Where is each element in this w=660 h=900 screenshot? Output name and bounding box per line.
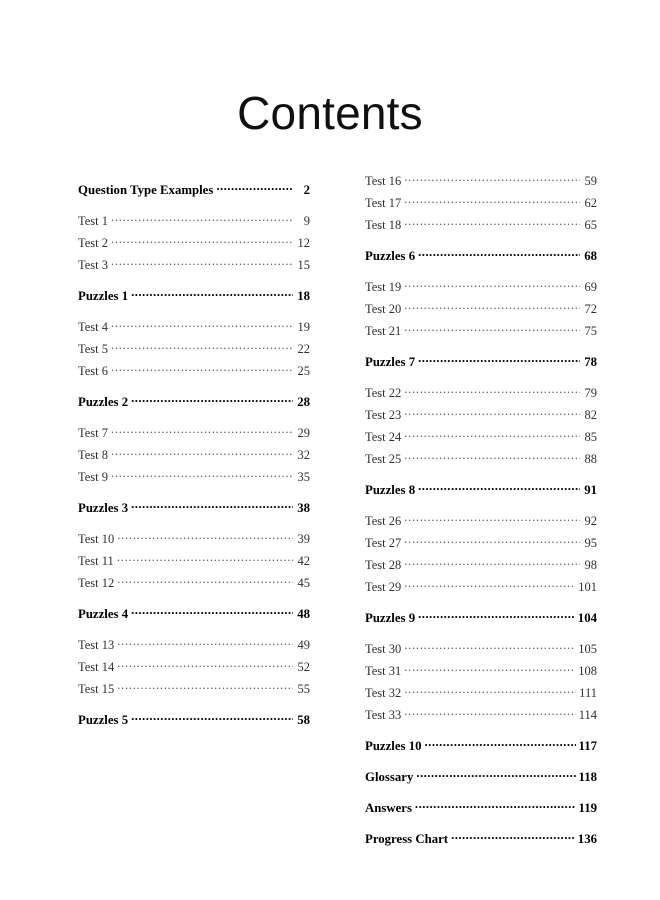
toc-dot-leader xyxy=(404,578,575,591)
toc-dot-leader xyxy=(131,711,293,724)
toc-entry-page-number: 9 xyxy=(303,213,310,228)
toc-entry-label: Test 21 xyxy=(365,323,402,338)
toc-entry-page-number: 22 xyxy=(297,341,310,356)
toc-entry-label: Test 25 xyxy=(365,451,402,466)
toc-entry[interactable] xyxy=(365,322,597,344)
toc-entry[interactable] xyxy=(365,406,597,428)
toc-entry-page-number: 98 xyxy=(584,557,597,572)
toc-entry[interactable] xyxy=(78,499,310,521)
toc-dot-leader xyxy=(131,393,293,406)
toc-entry-page-number: 85 xyxy=(584,429,597,444)
toc-entry-label: Test 13 xyxy=(78,637,115,652)
toc-entry[interactable] xyxy=(365,768,597,790)
toc-dot-leader xyxy=(418,353,580,366)
toc-entry-label: Test 30 xyxy=(365,641,402,656)
toc-dot-leader xyxy=(117,552,293,565)
toc-dot-leader xyxy=(131,287,293,300)
toc-entry-label: Test 22 xyxy=(365,385,402,400)
toc-entry-label: Test 33 xyxy=(365,707,402,722)
toc-dot-leader xyxy=(404,450,580,463)
toc-dot-leader xyxy=(404,706,575,719)
toc-entry[interactable] xyxy=(78,605,310,627)
toc-dot-leader xyxy=(111,318,293,331)
toc-dot-leader xyxy=(117,680,293,693)
toc-entry-page-number: 2 xyxy=(303,182,310,197)
toc-entry[interactable] xyxy=(365,247,597,269)
toc-entry-label: Test 15 xyxy=(78,681,115,696)
toc-entry-label: Puzzles 6 xyxy=(365,248,416,263)
toc-dot-leader xyxy=(404,216,580,229)
toc-entry[interactable] xyxy=(365,556,597,578)
toc-entry-label: Test 11 xyxy=(78,553,114,568)
toc-entry[interactable] xyxy=(365,684,597,706)
toc-entry[interactable] xyxy=(78,711,310,733)
toc-entry-page-number: 88 xyxy=(584,451,597,466)
page-title: Contents xyxy=(237,87,423,139)
toc-entry[interactable] xyxy=(365,578,597,600)
toc-dot-leader xyxy=(404,300,580,313)
toc-entry-label: Test 7 xyxy=(78,425,109,440)
toc-entry-page-number: 39 xyxy=(297,531,310,546)
toc-entry-page-number: 65 xyxy=(584,217,597,232)
toc-dot-leader xyxy=(111,468,293,481)
toc-entry-label: Test 23 xyxy=(365,407,402,422)
toc-entry-label: Answers xyxy=(365,800,412,815)
toc-entry-label: Test 3 xyxy=(78,257,109,272)
toc-entry-label: Test 9 xyxy=(78,469,109,484)
toc-dot-leader xyxy=(404,556,580,569)
toc-entry[interactable] xyxy=(365,300,597,322)
toc-entry[interactable] xyxy=(365,662,597,684)
toc-entry-page-number: 32 xyxy=(297,447,310,462)
toc-entry-label: Test 24 xyxy=(365,429,402,444)
toc-entry[interactable] xyxy=(365,609,597,631)
toc-entry-page-number: 29 xyxy=(297,425,310,440)
toc-entry-label: Test 2 xyxy=(78,235,109,250)
toc-entry-label: Puzzles 2 xyxy=(78,394,129,409)
toc-entry[interactable] xyxy=(365,534,597,556)
toc-entry-label: Test 10 xyxy=(78,531,115,546)
toc-dot-leader xyxy=(111,340,293,353)
toc-entry[interactable] xyxy=(78,362,310,384)
toc-entry[interactable] xyxy=(365,640,597,662)
toc-entry[interactable] xyxy=(78,318,310,340)
toc-dot-leader xyxy=(415,799,576,812)
toc-entry-label: Test 1 xyxy=(78,213,109,228)
toc-entry-page-number: 48 xyxy=(297,606,310,621)
toc-entry-page-number: 15 xyxy=(297,257,310,272)
toc-dot-leader xyxy=(404,512,580,525)
toc-entry[interactable] xyxy=(78,424,310,446)
toc-dot-leader xyxy=(418,481,580,494)
toc-entry-page-number: 38 xyxy=(297,500,310,515)
toc-entry-label: Puzzles 9 xyxy=(365,610,416,625)
toc-entry[interactable] xyxy=(365,172,597,194)
toc-dot-leader xyxy=(216,181,293,194)
toc-entry-label: Test 27 xyxy=(365,535,402,550)
toc-dot-leader xyxy=(111,212,293,225)
toc-dot-leader xyxy=(404,406,580,419)
toc-entry-label: Puzzles 1 xyxy=(78,288,129,303)
toc-entry-label: Test 19 xyxy=(365,279,402,294)
toc-entry-page-number: 55 xyxy=(297,681,310,696)
toc-entry-page-number: 12 xyxy=(297,235,310,250)
toc-entry-label: Test 31 xyxy=(365,663,402,678)
toc-dot-leader xyxy=(404,172,580,185)
toc-entry[interactable] xyxy=(365,450,597,472)
toc-entry[interactable] xyxy=(365,706,597,728)
toc-entry-page-number: 72 xyxy=(584,301,597,316)
toc-dot-leader xyxy=(117,658,293,671)
toc-dot-leader xyxy=(404,534,580,547)
toc-entry[interactable] xyxy=(78,530,310,552)
toc-dot-leader xyxy=(404,322,580,335)
toc-entry[interactable] xyxy=(365,278,597,300)
toc-entry-page-number: 92 xyxy=(584,513,597,528)
toc-dot-leader xyxy=(131,499,293,512)
toc-entry[interactable] xyxy=(365,481,597,503)
toc-entry-page-number: 91 xyxy=(584,482,597,497)
toc-entry[interactable] xyxy=(78,256,310,278)
toc-entry-label: Test 16 xyxy=(365,173,402,188)
toc-entry-page-number: 79 xyxy=(584,385,597,400)
toc-entry-label: Test 4 xyxy=(78,319,109,334)
toc-entry-page-number: 69 xyxy=(584,279,597,294)
toc-dot-leader xyxy=(111,446,293,459)
toc-entry-page-number: 136 xyxy=(577,831,597,846)
toc-entry-page-number: 35 xyxy=(297,469,310,484)
toc-dot-leader xyxy=(416,768,575,781)
toc-entry-page-number: 119 xyxy=(578,800,597,815)
toc-entry-label: Test 8 xyxy=(78,447,109,462)
toc-entry-label: Test 28 xyxy=(365,557,402,572)
toc-dot-leader xyxy=(117,530,293,543)
toc-dot-leader xyxy=(418,247,580,260)
toc-entry-page-number: 52 xyxy=(297,659,310,674)
toc-entry[interactable] xyxy=(365,353,597,375)
toc-entry[interactable] xyxy=(78,234,310,256)
toc-entry-label: Test 12 xyxy=(78,575,115,590)
toc-entry[interactable] xyxy=(78,181,310,203)
toc-entry-label: Glossary xyxy=(365,769,414,784)
toc-dot-leader xyxy=(117,574,293,587)
toc-dot-leader xyxy=(425,737,576,750)
toc-entry-page-number: 117 xyxy=(578,738,597,753)
toc-entry-label: Progress Chart xyxy=(365,831,449,846)
toc-dot-leader xyxy=(404,640,575,653)
toc-dot-leader xyxy=(404,384,580,397)
toc-entry[interactable] xyxy=(365,512,597,534)
toc-entry-label: Puzzles 7 xyxy=(365,354,416,369)
toc-dot-leader xyxy=(111,424,293,437)
toc-entry-page-number: 25 xyxy=(297,363,310,378)
toc-entry-label: Puzzles 10 xyxy=(365,738,422,753)
toc-entry-label: Test 14 xyxy=(78,659,115,674)
toc-entry[interactable] xyxy=(78,340,310,362)
toc-entry[interactable] xyxy=(365,799,597,821)
toc-entry-label: Test 26 xyxy=(365,513,402,528)
toc-entry[interactable] xyxy=(78,212,310,234)
toc-entry-label: Test 18 xyxy=(365,217,402,232)
toc-dot-leader xyxy=(404,428,580,441)
toc-entry[interactable] xyxy=(78,393,310,415)
toc-entry-page-number: 101 xyxy=(578,579,597,594)
toc-column-right xyxy=(365,172,597,852)
toc-entry[interactable] xyxy=(78,287,310,309)
toc-entry-label: Test 5 xyxy=(78,341,109,356)
toc-entry-label: Test 6 xyxy=(78,363,109,378)
toc-dot-leader xyxy=(111,362,293,375)
toc-entry-label: Puzzles 8 xyxy=(365,482,416,497)
toc-entry-label: Test 17 xyxy=(365,195,402,210)
toc-entry-page-number: 111 xyxy=(579,685,597,700)
toc-dot-leader xyxy=(117,636,293,649)
toc-dot-leader xyxy=(131,605,293,618)
toc-entry-page-number: 104 xyxy=(577,610,597,625)
toc-dot-leader xyxy=(404,194,580,207)
toc-entry-page-number: 49 xyxy=(297,637,310,652)
toc-dot-leader xyxy=(404,684,576,697)
toc-entry-label: Puzzles 5 xyxy=(78,712,129,727)
toc-entry-page-number: 62 xyxy=(584,195,597,210)
toc-dot-leader xyxy=(404,662,575,675)
toc-entry-page-number: 59 xyxy=(584,173,597,188)
toc-entry-page-number: 82 xyxy=(584,407,597,422)
toc-entry[interactable] xyxy=(365,216,597,238)
toc-entry[interactable] xyxy=(365,830,597,852)
toc-entry-label: Test 20 xyxy=(365,301,402,316)
toc-entry-label: Test 29 xyxy=(365,579,402,594)
toc-entry[interactable] xyxy=(78,552,310,574)
toc-column-left xyxy=(78,172,310,733)
toc-entry-page-number: 75 xyxy=(584,323,597,338)
toc-entry-page-number: 108 xyxy=(578,663,597,678)
toc-entry[interactable] xyxy=(78,658,310,680)
toc-entry[interactable] xyxy=(78,468,310,490)
toc-entry-page-number: 95 xyxy=(584,535,597,550)
toc-entry-page-number: 45 xyxy=(297,575,310,590)
toc-entry-page-number: 68 xyxy=(584,248,597,263)
toc-entry-label: Question Type Examples xyxy=(78,182,214,197)
toc-entry[interactable] xyxy=(365,194,597,216)
toc-entry-page-number: 78 xyxy=(584,354,597,369)
toc-entry[interactable] xyxy=(365,428,597,450)
toc-entry[interactable] xyxy=(78,574,310,596)
toc-entry[interactable] xyxy=(78,680,310,702)
toc-dot-leader xyxy=(451,830,575,843)
toc-entry[interactable] xyxy=(365,737,597,759)
toc-entry-page-number: 28 xyxy=(297,394,310,409)
toc-columns xyxy=(0,172,660,852)
toc-dot-leader xyxy=(404,278,580,291)
toc-entry-page-number: 114 xyxy=(578,707,597,722)
toc-entry[interactable] xyxy=(78,636,310,658)
toc-dot-leader xyxy=(111,234,293,247)
toc-entry[interactable] xyxy=(365,384,597,406)
toc-entry-page-number: 58 xyxy=(297,712,310,727)
toc-entry-page-number: 18 xyxy=(297,288,310,303)
toc-dot-leader xyxy=(418,609,575,622)
toc-entry-label: Puzzles 4 xyxy=(78,606,129,621)
toc-entry-page-number: 19 xyxy=(297,319,310,334)
toc-dot-leader xyxy=(111,256,293,269)
toc-entry-label: Puzzles 3 xyxy=(78,500,129,515)
toc-entry-page-number: 105 xyxy=(578,641,597,656)
toc-entry[interactable] xyxy=(78,446,310,468)
toc-entry-page-number: 42 xyxy=(297,553,310,568)
toc-entry-page-number: 118 xyxy=(578,769,597,784)
toc-entry-label: Test 32 xyxy=(365,685,402,700)
